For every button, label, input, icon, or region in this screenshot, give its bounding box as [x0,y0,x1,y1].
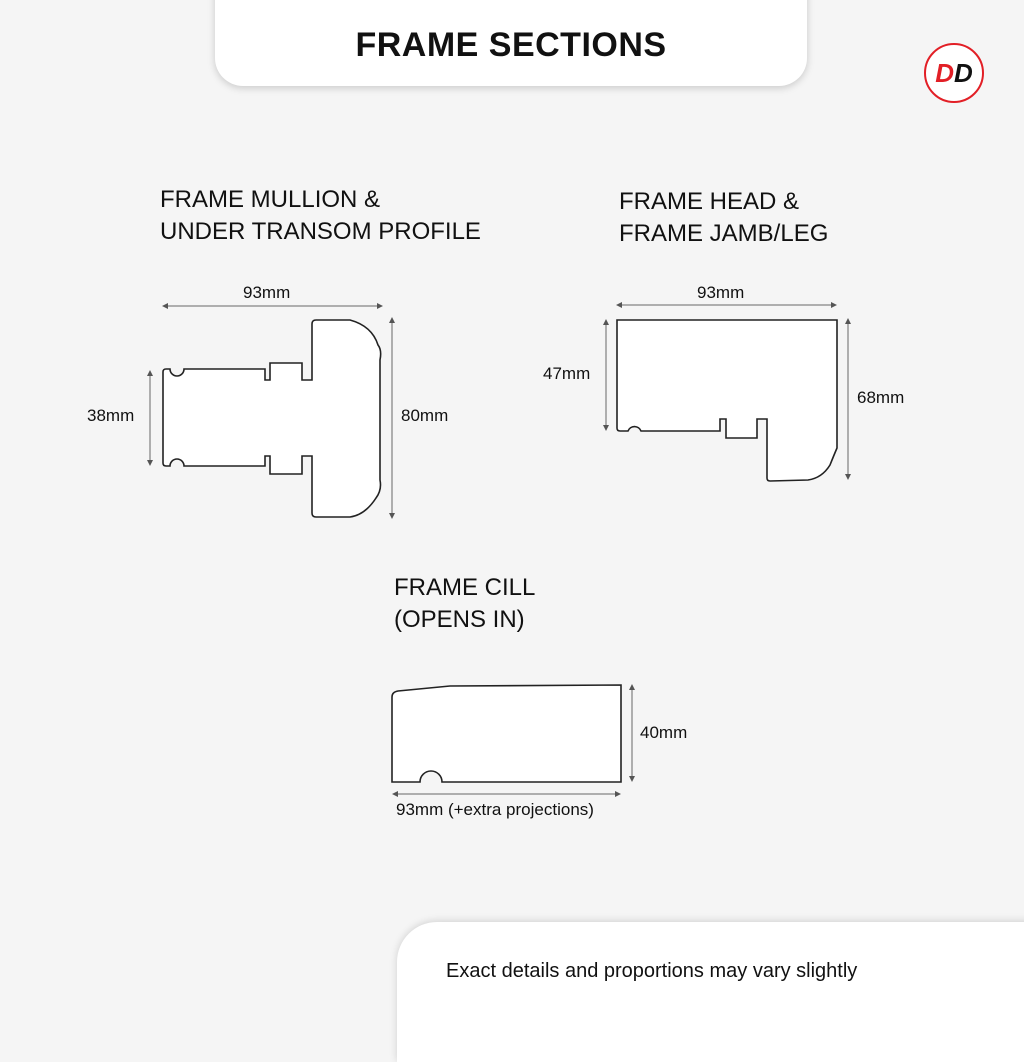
cill-width-label: 93mm (+extra projections) [396,800,594,819]
cill-profile [392,685,621,782]
head-title: FRAME HEAD & FRAME JAMB/LEG [619,188,829,247]
page-title: FRAME SECTIONS [355,26,667,64]
footer-panel [397,922,1024,1062]
mullion-inner-height-label: 38mm [87,406,135,425]
disclaimer-note: Exact details and proportions may vary slightly [446,960,858,982]
head-width-label: 93mm [697,283,745,302]
mullion-title: FRAME MULLION & UNDER TRANSOM PROFILE [160,186,481,245]
brand-logo: D D [924,43,984,103]
head-inner-height-label: 47mm [543,364,591,383]
mullion-profile [163,320,381,517]
mullion-width-label: 93mm [243,283,291,302]
cill-title: FRAME CILL (OPENS IN) [394,574,536,633]
mullion-height-label: 80mm [401,406,449,425]
head-height-label: 68mm [857,388,905,407]
head-profile [617,320,837,481]
cill-height-label: 40mm [640,723,688,742]
